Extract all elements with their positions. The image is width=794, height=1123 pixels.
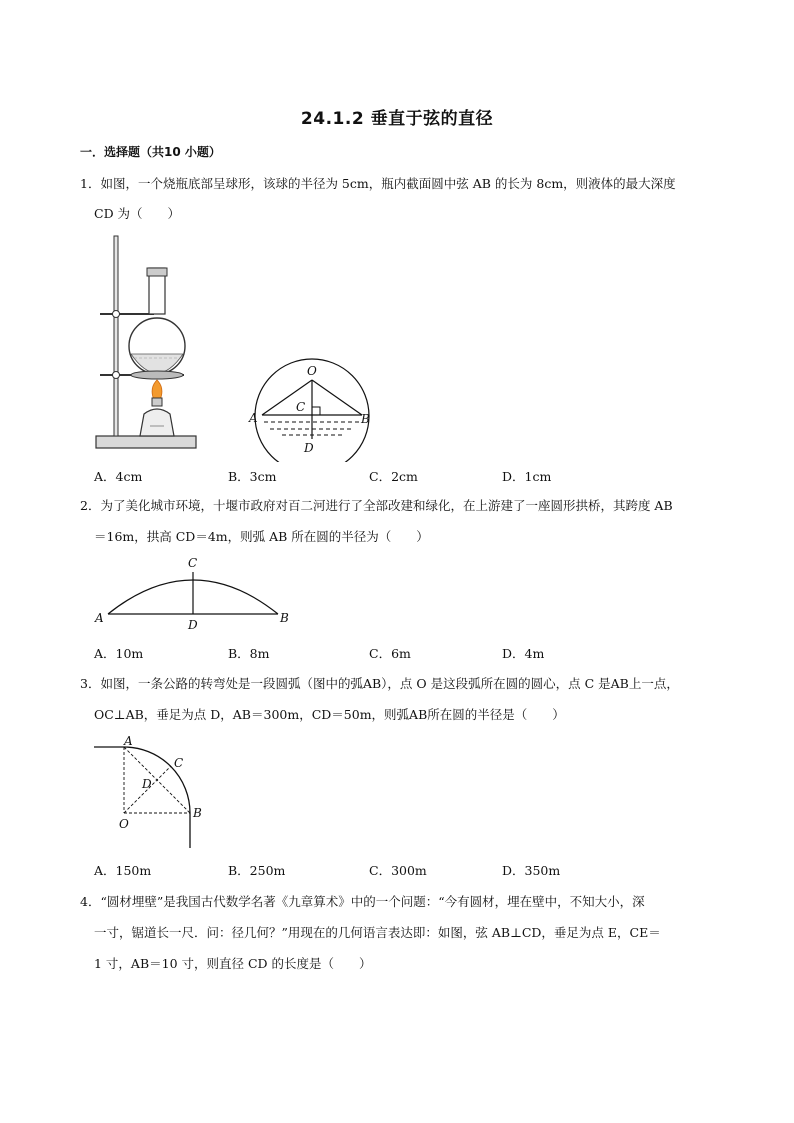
option-b[interactable]: B．8m: [228, 646, 270, 661]
question-1-options: [94, 467, 714, 483]
question-2-line-2: ＝16m，拱高 CD＝4m，则弧 AB 所在圆的半径为（ ）: [94, 529, 429, 544]
question-4-line-3: 1 寸，AB＝10 寸，则直径 CD 的长度是（ ）: [94, 956, 372, 971]
option-d[interactable]: D．350m: [502, 863, 561, 878]
label-c: C: [174, 756, 184, 770]
question-4-line-2: 一寸，锯道长一尺．问：径几何？”用现在的几何语言表达即：如图，弦 AB⊥CD，垂足为点 E，CE＝: [94, 925, 661, 940]
option-d[interactable]: D．1cm: [502, 469, 552, 484]
page-title: 24.1.2 垂直于弦的直径: [300, 109, 494, 129]
label-o: O: [119, 817, 129, 831]
question-1-line-2: CD 为（ ）: [94, 206, 181, 221]
label-d: D: [142, 777, 152, 791]
option-a[interactable]: A．150m: [94, 863, 152, 878]
option-a[interactable]: A．10m: [94, 646, 144, 661]
option-a[interactable]: A．4cm: [94, 469, 143, 484]
question-4-line-1: 4．“圆材埋壁”是我国古代数学名著《九章算术》中的一个问题：“今有圆材，埋在壁中，不知大小，深: [80, 894, 645, 909]
label-b: B: [193, 806, 202, 820]
option-c[interactable]: C．2cm: [369, 469, 418, 484]
question-2-options: [94, 644, 714, 660]
label-o: O: [307, 364, 317, 378]
figure-1-circle: [244, 352, 394, 462]
question-2-line-1: 2．为了美化城市环境，十堰市政府对百二河进行了全部改建和绿化，在上游建了一座圆形拱桥，其跨度 AB: [80, 498, 673, 513]
option-d[interactable]: D．4m: [502, 646, 545, 661]
question-3-line-1: 3．如图，一条公路的转弯处是一段圆弧（图中的弧AB），点 O 是这段弧所在圆的圆心，点 C 是AB上一点，: [80, 676, 679, 691]
label-a: A: [95, 611, 104, 625]
option-c[interactable]: C．6m: [369, 646, 411, 661]
figure-2-arch-bridge: [90, 552, 300, 634]
label-a: A: [249, 411, 258, 425]
label-c: C: [296, 400, 306, 414]
flask-apparatus-illustration: [92, 232, 202, 454]
label-d: D: [188, 618, 198, 632]
question-3-line-2: OC⊥AB，垂足为点 D，AB＝300m，CD＝50m，则弧AB所在圆的半径是（ ）: [94, 707, 565, 722]
section-heading: 一．选择题（共10 小题）: [80, 145, 221, 159]
question-1-line-1: 1．如图，一个烧瓶底部呈球形，该球的半径为 5cm，瓶内截面圆中弦 AB 的长为 8cm，则液体的最大深度: [80, 176, 676, 191]
figure-3-road-arc: [92, 730, 212, 850]
label-b: B: [361, 412, 370, 426]
label-c: C: [188, 556, 198, 570]
label-d: D: [304, 441, 314, 455]
option-b[interactable]: B．3cm: [228, 469, 277, 484]
option-b[interactable]: B．250m: [228, 863, 286, 878]
label-b: B: [280, 611, 289, 625]
label-a: A: [124, 734, 133, 748]
option-c[interactable]: C．300m: [369, 863, 427, 878]
question-3-options: [94, 861, 714, 877]
